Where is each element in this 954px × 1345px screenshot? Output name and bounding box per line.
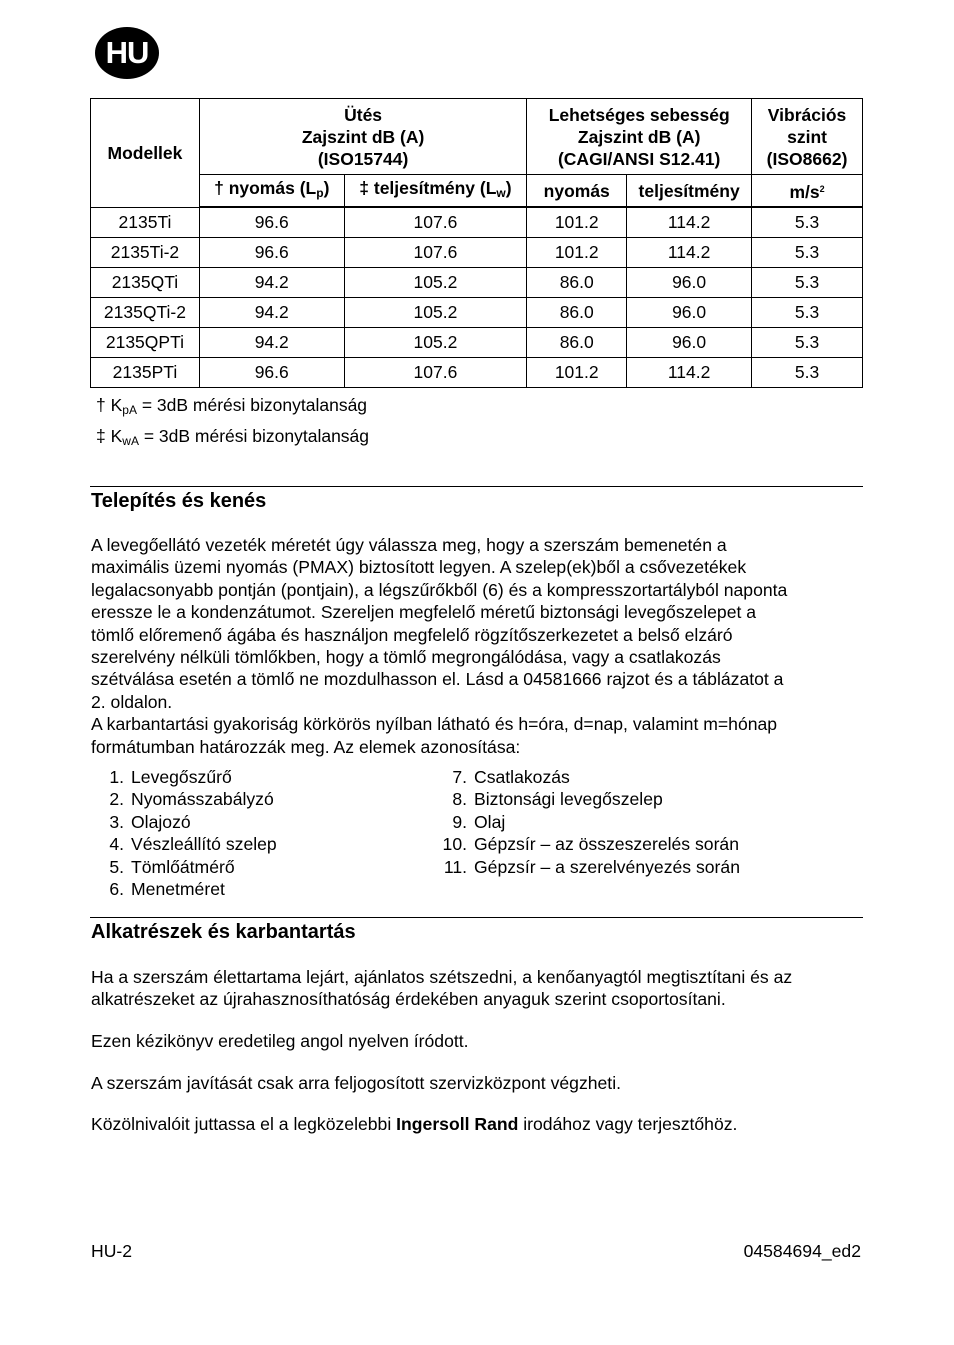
impact-pressure-cell: 94.2 — [199, 268, 344, 298]
table-row — [91, 358, 863, 388]
free-speed-power-header: teljesítmény — [627, 175, 752, 208]
document-number: 04584694_ed2 — [743, 1241, 861, 1261]
model-cell: 2135Ti — [91, 207, 200, 238]
noise-vibration-table — [90, 98, 863, 388]
free-speed-power-cell: 114.2 — [627, 207, 752, 238]
free-speed-pressure-cell: 101.2 — [527, 358, 627, 388]
model-cell: 2135QTi — [91, 268, 200, 298]
language-badge: HU — [95, 27, 159, 79]
impact-power-cell: 105.2 — [344, 268, 527, 298]
impact-power-header: ‡ teljesítmény $(L_w)$ — [344, 175, 527, 208]
impact-pressure-cell: 96.6 — [199, 207, 344, 238]
impact-power-cell: 107.6 — [344, 238, 527, 268]
service-note: A szerszám javítását csak arra feljogosított szervizközpont végzheti. — [91, 1073, 621, 1093]
free-speed-pressure-cell: 86.0 — [527, 328, 627, 358]
list-item: 6. Menetméret — [109, 879, 225, 900]
impact-power-cell: 107.6 — [344, 358, 527, 388]
free-speed-pressure-cell: 101.2 — [527, 238, 627, 268]
table-row — [91, 238, 863, 268]
free-speed-pressure-cell: 86.0 — [527, 268, 627, 298]
free-speed-power-cell: 96.0 — [627, 328, 752, 358]
section-title-parts-maintenance: Alkatrészek és karbantartás — [91, 921, 356, 943]
model-cell: 2135QTi-2 — [91, 298, 200, 328]
table-row — [91, 268, 863, 298]
vibration-cell: 5.3 — [752, 238, 863, 268]
free-speed-pressure-cell: 101.2 — [527, 207, 627, 238]
list-item: 7. Csatlakozás — [452, 767, 570, 787]
list-item: 2. Nyomásszabályzó — [109, 789, 274, 810]
list-item: 11. Gépzsír – a szerelvényezés során — [443, 856, 740, 877]
model-cell: 2135QPTi — [91, 328, 200, 358]
impact-pressure-cell: 96.6 — [199, 238, 344, 268]
free-speed-pressure-cell: 86.0 — [527, 298, 627, 328]
list-item: 8. Biztonsági levegőszelep — [452, 789, 663, 810]
section-divider — [90, 486, 863, 487]
free-speed-power-cell: 114.2 — [627, 358, 752, 388]
impact-pressure-header: † nyomás $(L_p)$ — [199, 175, 344, 208]
impact-noise-header: Ütés Zajszint dB (A) (ISO15744) — [199, 99, 526, 175]
impact-pressure-cell: 94.2 — [199, 328, 344, 358]
maintenance-legend-right — [433, 766, 740, 878]
table-footnotes — [96, 392, 369, 454]
contact-note: Közölnivalóit juttassa el a legközelebbi Ingersoll Rand irodához vagy terjesztőhöz. — [91, 1114, 738, 1134]
table-row — [91, 298, 863, 328]
table-row — [91, 328, 863, 358]
free-speed-pressure-header: nyomás — [527, 175, 627, 208]
vibration-cell: 5.3 — [752, 328, 863, 358]
manual-language-note: Ezen kézikönyv eredetileg angol nyelven íródott. — [91, 1031, 469, 1051]
list-item: 1. Levegőszűrő — [109, 767, 232, 787]
model-cell: 2135PTi — [91, 358, 200, 388]
footnote-power: ‡ $K_{wA} = 3dB$ mérési bizonytalanság — [96, 426, 370, 448]
installation-paragraph: A levegőellátó vezeték méretét úgy válassza meg, hogy a szerszám bemenetén a maximális üzemi nyomás (PMAX) biztosított legyen. A szelep(ek)ből a csővezetékek legalacsonyabb pontján (pontjain), a légszűrőkből (6) és a kompresszortartályból naponta eressze le a kondenzátumot. Szereljen megfelelő méretű biztonsági levegőszelepet a tömlő előremenő ágába és használjon megfelelő rögzítőszerkezetet a belső elzáró szerelvény nélküli tömlőkben, hogy a tömlő megrongálódása, vagy a csatlakozás szétválása esetén a tömlő ne mozdulhasson el. Lásd a 04581666 rajzot és a táblázatot a 2. oldalon. A karbantartási gyakoriság körkörös nyílban látható és h=óra, d=nap, valamint m=hónap formátumban határozzák meg. Az elemek azonosítása: — [91, 535, 788, 757]
free-speed-power-cell: 96.0 — [627, 298, 752, 328]
vibration-cell: 5.3 — [752, 298, 863, 328]
impact-pressure-cell: 94.2 — [199, 298, 344, 328]
footnote-pressure: † $K_{pA} = 3dB$ mérési bizonytalanság — [96, 395, 368, 417]
list-item: 10. Gépzsír – az összeszerelés során — [442, 834, 739, 855]
vibration-cell: 5.3 — [752, 358, 863, 388]
parts-paragraph: Ha a szerszám élettartama lejárt, ajánlatos szétszedni, a kenőanyagtól megtisztítani és az alkatrészeket az újrahasznosíthatóság érdekében anyaguk szerint csoportosítani. — [91, 967, 793, 1010]
impact-pressure-cell: 96.6 — [199, 358, 344, 388]
list-item: 9. Olaj — [452, 811, 506, 832]
table-row — [91, 207, 863, 238]
vibration-cell: 5.3 — [752, 207, 863, 238]
vibration-header: Vibrációs szint (ISO8662) — [752, 99, 863, 175]
list-item: 3. Olajozó — [109, 811, 191, 832]
impact-power-cell: 105.2 — [344, 328, 527, 358]
vibration-unit-header: $m/s^2$ — [752, 175, 863, 208]
free-speed-power-cell: 96.0 — [627, 268, 752, 298]
maintenance-legend-left — [90, 766, 277, 900]
vibration-cell: 5.3 — [752, 268, 863, 298]
page-number: HU-2 — [91, 1241, 133, 1261]
impact-power-cell: 107.6 — [344, 207, 527, 238]
list-item: 5. Tömlőátmérő — [109, 856, 235, 877]
models-header: Modellek — [91, 99, 200, 208]
free-speed-power-cell: 114.2 — [627, 238, 752, 268]
free-speed-noise-header: Lehetséges sebesség Zajszint dB (A) (CAGI/ANSI S12.41) — [527, 99, 752, 175]
section-title-installation: Telepítés és kenés — [91, 490, 267, 512]
impact-power-cell: 105.2 — [344, 298, 527, 328]
section-divider — [90, 917, 863, 918]
list-item: 4. Vészleállító szelep — [109, 834, 277, 855]
model-cell: 2135Ti-2 — [91, 238, 200, 268]
